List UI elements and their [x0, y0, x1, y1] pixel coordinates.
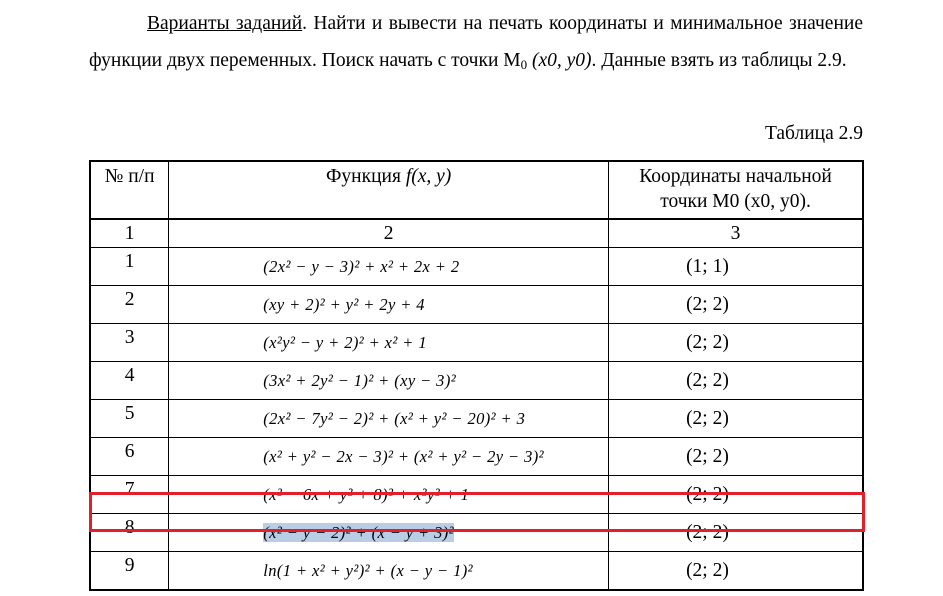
table-row	[90, 400, 863, 438]
row-coords: (2; 2)	[609, 476, 863, 514]
row-number: 4	[90, 362, 169, 400]
row-function: (x²y² − y + 2)² + x² + 1	[169, 324, 609, 362]
row-coords: (2; 2)	[609, 514, 863, 552]
row-function: (x² − 6x + y² + 8)² + x²y² + 1	[169, 476, 609, 514]
header-coords-line2: точки M0 (x0, y0).	[660, 191, 811, 212]
table-row	[90, 286, 863, 324]
table-row-highlighted[interactable]	[90, 514, 863, 552]
row-number: 9	[90, 552, 169, 591]
row-function: (3x² + 2y² − 1)² + (xy − 3)²	[169, 362, 609, 400]
column-number-2: 2	[169, 219, 609, 248]
table-row	[90, 362, 863, 400]
row-function: (x² + y² − 2x − 3)² + (x² + y² − 2y − 3)²	[169, 438, 609, 476]
task-text-after: . Данные взять из таблицы 2.9.	[591, 49, 847, 71]
row-function: (2x² − 7y² − 2)² + (x² + y² − 20)² + 3	[169, 400, 609, 438]
row-function: ln(1 + x² + y²)² + (x − y − 1)²	[169, 552, 609, 591]
row-coords: (2; 2)	[609, 286, 863, 324]
row-number: 3	[90, 324, 169, 362]
table-row	[90, 324, 863, 362]
row-coords: (2; 2)	[609, 362, 863, 400]
header-function-arg: f(x, y)	[405, 166, 452, 187]
row-number: 5	[90, 400, 169, 438]
header-function-label: Функция	[326, 166, 401, 187]
header-function	[169, 161, 609, 219]
row-coords: (2; 2)	[609, 438, 863, 476]
row-function: (2x² − y − 3)² + x² + 2x + 2	[169, 248, 609, 286]
table-row	[90, 248, 863, 286]
table-row	[90, 552, 863, 591]
task-heading: Варианты заданий	[147, 13, 303, 34]
row-number: 1	[90, 248, 169, 286]
header-coords	[609, 161, 863, 219]
header-number: № п/п	[90, 161, 169, 219]
point-args: (x0, y0)	[531, 49, 592, 71]
row-coords: (2; 2)	[609, 552, 863, 591]
column-number-1: 1	[90, 219, 169, 248]
selected-formula[interactable]: (x² − y − 2)² + (x − y + 3)²	[263, 522, 454, 542]
row-number: 8	[90, 514, 169, 552]
point-subscript: 0	[520, 56, 528, 72]
variants-table	[89, 160, 864, 591]
row-coords: (2; 2)	[609, 400, 863, 438]
task-text-before: . Найти и вывести на печать координаты и минимальное значение функции двух переменных. Поиск начать с точки M	[89, 13, 863, 71]
column-number-3: 3	[609, 219, 863, 248]
row-number: 2	[90, 286, 169, 324]
task-intro	[89, 6, 863, 79]
row-function-selected[interactable]	[169, 514, 609, 552]
row-coords: (1; 1)	[609, 248, 863, 286]
row-number: 7	[90, 476, 169, 514]
row-number: 6	[90, 438, 169, 476]
row-function: (xy + 2)² + y² + 2y + 4	[169, 286, 609, 324]
header-coords-line1: Координаты начальной	[639, 166, 832, 187]
table-row	[90, 476, 863, 514]
row-coords: (2; 2)	[609, 324, 863, 362]
table-caption: Таблица 2.9	[764, 123, 863, 144]
table-row	[90, 438, 863, 476]
